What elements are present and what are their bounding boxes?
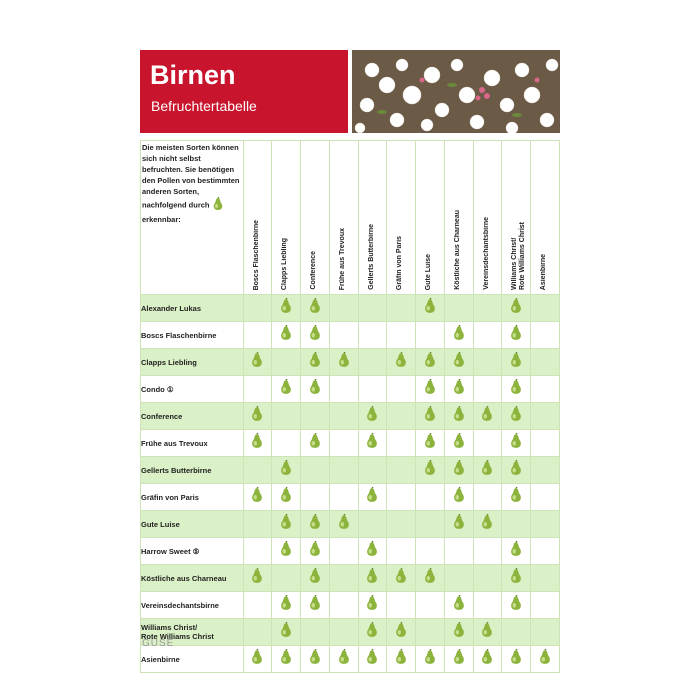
pear-icon: [474, 460, 502, 481]
table-cell: [358, 376, 387, 403]
row-label: Williams Christ/ Rote Williams Christ: [141, 619, 244, 646]
column-header-label: Clapps Liebling: [281, 237, 289, 290]
pear-icon: [387, 649, 415, 670]
table-cell: [387, 484, 416, 511]
column-header: [358, 141, 387, 295]
pear-icon: [244, 352, 272, 373]
table-cell: [473, 646, 502, 673]
table-cell: [358, 511, 387, 538]
table-cell: [329, 403, 358, 430]
table-cell: [387, 619, 416, 646]
table-cell: [444, 376, 473, 403]
pear-icon: [474, 406, 502, 427]
poster: [140, 50, 560, 664]
table-cell: [358, 646, 387, 673]
row-label: Gräfin von Paris: [141, 484, 244, 511]
pear-icon: [244, 433, 272, 454]
table-cell: [387, 295, 416, 322]
intro-text: Die meisten Sorten können sich nicht selbst befruchten. Sie benötigen den Pollen von bestimmten anderen Sorten, nachfolgend durch: [142, 143, 240, 210]
pear-icon: [445, 460, 473, 481]
pear-icon: [272, 487, 300, 508]
pear-icon: [445, 514, 473, 535]
table-cell: [416, 619, 445, 646]
table-cell: [272, 484, 301, 511]
pear-icon: [330, 649, 358, 670]
pear-icon: [387, 568, 415, 589]
table-cell: [272, 646, 301, 673]
table-cell: [301, 376, 330, 403]
table-cell: [243, 484, 272, 511]
table-row: [141, 592, 560, 619]
pear-icon: [416, 379, 444, 400]
pear-icon: [502, 568, 530, 589]
table-cell: [243, 376, 272, 403]
table-cell: [358, 349, 387, 376]
table-cell: [358, 592, 387, 619]
pear-icon: [502, 460, 530, 481]
pear-icon: [301, 595, 329, 616]
table-cell: [502, 349, 531, 376]
pear-icon: [531, 649, 559, 670]
table-cell: [329, 457, 358, 484]
table-cell: [444, 430, 473, 457]
table-cell: [358, 457, 387, 484]
table-cell: [502, 295, 531, 322]
table-cell: [444, 349, 473, 376]
title-banner: [140, 50, 348, 133]
table-cell: [416, 565, 445, 592]
pear-icon: [244, 406, 272, 427]
pear-icon: [445, 433, 473, 454]
table-cell: [416, 322, 445, 349]
table-cell: [387, 646, 416, 673]
table-cell: [243, 511, 272, 538]
row-label: Asienbirne: [141, 646, 244, 673]
table-cell: [444, 646, 473, 673]
page-subtitle: Befruchtertabelle: [151, 98, 257, 114]
table-row: [141, 295, 560, 322]
row-label: Clapps Liebling: [141, 349, 244, 376]
table-cell: [301, 322, 330, 349]
table-cell: [301, 565, 330, 592]
table-cell: [301, 484, 330, 511]
table-cell: [301, 295, 330, 322]
table-cell: [444, 619, 473, 646]
table-cell: [272, 295, 301, 322]
table-cell: [531, 538, 560, 565]
pear-icon: [301, 298, 329, 319]
pear-icon: [359, 541, 387, 562]
column-header-label: Conference: [310, 251, 318, 290]
table-cell: [473, 376, 502, 403]
table-cell: [272, 619, 301, 646]
table-cell: [243, 565, 272, 592]
page-title: Birnen: [150, 60, 236, 90]
table-cell: [243, 457, 272, 484]
table-cell: [243, 322, 272, 349]
table-cell: [473, 457, 502, 484]
table-cell: [473, 484, 502, 511]
table-cell: [502, 619, 531, 646]
table-cell: [301, 619, 330, 646]
pear-icon: [445, 325, 473, 346]
table-cell: [531, 322, 560, 349]
column-header-label: Frühe aus Trevoux: [338, 227, 346, 290]
table-cell: [329, 646, 358, 673]
table-cell: [473, 565, 502, 592]
table-cell: [358, 295, 387, 322]
row-label: Vereinsdechantsbirne: [141, 592, 244, 619]
table-cell: [243, 592, 272, 619]
pear-icon: [474, 649, 502, 670]
table-cell: [502, 484, 531, 511]
pear-icon: [445, 379, 473, 400]
table-cell: [502, 592, 531, 619]
table-cell: [473, 511, 502, 538]
table-cell: [416, 538, 445, 565]
table-cell: [444, 592, 473, 619]
pear-icon: [272, 379, 300, 400]
table-cell: [416, 430, 445, 457]
pear-icon: [330, 514, 358, 535]
pear-icon: [502, 433, 530, 454]
column-header: [272, 141, 301, 295]
table-cell: [301, 349, 330, 376]
pear-icon: [301, 541, 329, 562]
table-row: [141, 511, 560, 538]
table-cell: [301, 592, 330, 619]
table-row: [141, 619, 560, 646]
table-cell: [444, 322, 473, 349]
row-label: Condo ①: [141, 376, 244, 403]
column-header: [502, 141, 531, 295]
pear-icon: [301, 568, 329, 589]
pear-icon: [445, 622, 473, 643]
table-cell: [531, 295, 560, 322]
table-cell: [531, 646, 560, 673]
table-cell: [531, 511, 560, 538]
pear-icon: [502, 298, 530, 319]
table-cell: [387, 511, 416, 538]
table-cell: [473, 430, 502, 457]
table-cell: [531, 376, 560, 403]
column-header: [243, 141, 272, 295]
table-cell: [329, 295, 358, 322]
table-cell: [502, 511, 531, 538]
table-cell: [387, 538, 416, 565]
pear-icon: [416, 406, 444, 427]
table-cell: [502, 457, 531, 484]
intro-suffix: erkennbar:: [142, 215, 181, 224]
table-cell: [473, 538, 502, 565]
table-cell: [301, 430, 330, 457]
table-cell: [272, 376, 301, 403]
pear-icon: [502, 649, 530, 670]
table-cell: [358, 565, 387, 592]
row-label: Gellerts Butterbirne: [141, 457, 244, 484]
table-row: [141, 646, 560, 673]
table-cell: [358, 538, 387, 565]
table-cell: [502, 646, 531, 673]
row-label: Boscs Flaschenbirne: [141, 322, 244, 349]
table-cell: [531, 403, 560, 430]
pear-icon: [244, 487, 272, 508]
table-cell: [502, 538, 531, 565]
table-cell: [301, 538, 330, 565]
row-label: Conference: [141, 403, 244, 430]
pear-icon: [272, 541, 300, 562]
table-cell: [272, 511, 301, 538]
table-cell: [444, 565, 473, 592]
pear-icon: [301, 325, 329, 346]
pear-icon: [416, 352, 444, 373]
table-cell: [387, 565, 416, 592]
pear-icon: [387, 622, 415, 643]
table-cell: [243, 403, 272, 430]
pear-icon: [502, 595, 530, 616]
pear-icon: [330, 352, 358, 373]
table-cell: [272, 430, 301, 457]
table-cell: [329, 592, 358, 619]
pear-icon: [359, 433, 387, 454]
pear-icon: [301, 649, 329, 670]
pear-icon: [359, 406, 387, 427]
table-cell: [272, 592, 301, 619]
table-cell: [387, 430, 416, 457]
pear-icon: [502, 379, 530, 400]
table-cell: [243, 646, 272, 673]
pear-icon: [244, 649, 272, 670]
column-header: [444, 141, 473, 295]
table-cell: [358, 403, 387, 430]
table-cell: [272, 322, 301, 349]
table-cell: [272, 403, 301, 430]
table-cell: [387, 322, 416, 349]
table-cell: [473, 592, 502, 619]
table-cell: [531, 349, 560, 376]
table-cell: [243, 295, 272, 322]
table-cell: [502, 322, 531, 349]
row-label: Gute Luise: [141, 511, 244, 538]
table-cell: [502, 565, 531, 592]
column-header: [531, 141, 560, 295]
table-cell: [502, 376, 531, 403]
table-cell: [416, 511, 445, 538]
column-header-label: Gellerts Butterbirne: [367, 224, 375, 290]
pear-icon: [502, 541, 530, 562]
pear-icon: [502, 406, 530, 427]
pear-icon: [445, 595, 473, 616]
table-cell: [243, 538, 272, 565]
pear-icon: [474, 622, 502, 643]
table-cell: [301, 403, 330, 430]
pollinator-table: [140, 140, 560, 673]
column-header-row: [141, 141, 560, 295]
table-cell: [243, 349, 272, 376]
pear-icon: [359, 595, 387, 616]
pear-icon: [502, 325, 530, 346]
pear-icon: [301, 514, 329, 535]
table-cell: [416, 457, 445, 484]
pear-icon: [445, 487, 473, 508]
column-header-label: Williams Christ/ Rote Williams Christ: [511, 221, 527, 290]
pear-icon: [445, 352, 473, 373]
table-cell: [272, 565, 301, 592]
pear-icon: [416, 433, 444, 454]
table-cell: [444, 538, 473, 565]
column-header: [387, 141, 416, 295]
pear-icon: [272, 595, 300, 616]
table-cell: [473, 619, 502, 646]
table-cell: [531, 484, 560, 511]
pear-icon: [416, 568, 444, 589]
table-cell: [416, 403, 445, 430]
pear-icon: [272, 622, 300, 643]
table-cell: [444, 403, 473, 430]
table-cell: [416, 376, 445, 403]
pear-icon: [416, 649, 444, 670]
table-cell: [531, 565, 560, 592]
pear-icon: [359, 487, 387, 508]
table-cell: [531, 430, 560, 457]
table-cell: [387, 403, 416, 430]
row-label: Frühe aus Trevoux: [141, 430, 244, 457]
column-header-label: Boscs Flaschenbirne: [252, 219, 260, 290]
table-row: [141, 457, 560, 484]
pear-icon: [272, 298, 300, 319]
table-cell: [329, 511, 358, 538]
table-cell: [387, 349, 416, 376]
table-corner: [141, 141, 244, 295]
table-cell: [243, 619, 272, 646]
pear-icon: [502, 352, 530, 373]
table-cell: [531, 619, 560, 646]
table-cell: [329, 349, 358, 376]
table-cell: [416, 484, 445, 511]
pear-icon: [359, 649, 387, 670]
pear-blossom-photo: [352, 50, 560, 133]
table-cell: [387, 457, 416, 484]
table-cell: [473, 295, 502, 322]
guse-logo: GUSE: [142, 638, 175, 649]
table-cell: [329, 538, 358, 565]
pear-icon: [445, 649, 473, 670]
table-cell: [329, 430, 358, 457]
table-cell: [416, 295, 445, 322]
table-cell: [329, 484, 358, 511]
table-cell: [272, 538, 301, 565]
table-row: [141, 403, 560, 430]
pear-icon: [301, 352, 329, 373]
pear-icon: [445, 406, 473, 427]
table-cell: [473, 349, 502, 376]
pear-icon: [474, 514, 502, 535]
table-cell: [444, 511, 473, 538]
pear-icon: [416, 460, 444, 481]
pear-icon: [272, 514, 300, 535]
column-header: [301, 141, 330, 295]
table-cell: [387, 592, 416, 619]
column-header: [473, 141, 502, 295]
table-cell: [301, 646, 330, 673]
table-cell: [272, 457, 301, 484]
table-cell: [531, 592, 560, 619]
table-cell: [416, 349, 445, 376]
table-row: [141, 349, 560, 376]
table-cell: [329, 619, 358, 646]
pear-icon: [244, 568, 272, 589]
table-cell: [444, 457, 473, 484]
table-cell: [358, 484, 387, 511]
table-cell: [329, 376, 358, 403]
row-label: Köstliche aus Charneau: [141, 565, 244, 592]
table-cell: [301, 511, 330, 538]
column-header-label: Köstliche aus Charneau: [453, 210, 461, 290]
column-header: [416, 141, 445, 295]
column-header-label: Gräfin von Paris: [396, 235, 404, 290]
table-cell: [301, 457, 330, 484]
pear-icon: [416, 298, 444, 319]
table-cell: [416, 646, 445, 673]
table-cell: [502, 430, 531, 457]
table-row: [141, 376, 560, 403]
table-cell: [473, 403, 502, 430]
row-label: Harrow Sweet ⑤: [141, 538, 244, 565]
pear-icon: [272, 649, 300, 670]
pear-icon: [387, 352, 415, 373]
table-cell: [416, 592, 445, 619]
table-row: [141, 484, 560, 511]
table-cell: [358, 619, 387, 646]
pear-icon: [272, 460, 300, 481]
table-cell: [358, 322, 387, 349]
table-cell: [473, 322, 502, 349]
pear-icon: [301, 379, 329, 400]
table-cell: [329, 565, 358, 592]
table-row: [141, 538, 560, 565]
pear-icon: [301, 433, 329, 454]
table-cell: [243, 430, 272, 457]
table-cell: [387, 376, 416, 403]
table-cell: [329, 322, 358, 349]
table-row: [141, 565, 560, 592]
column-header-label: Asienbirne: [540, 253, 548, 290]
table-cell: [502, 403, 531, 430]
column-header: [329, 141, 358, 295]
column-header-label: Vereinsdechantsbirne: [482, 217, 490, 290]
pear-icon: [359, 568, 387, 589]
pear-icon: [359, 622, 387, 643]
table-row: [141, 430, 560, 457]
pear-icon: [502, 487, 530, 508]
table-row: [141, 322, 560, 349]
table-cell: [272, 349, 301, 376]
row-label: Alexander Lukas: [141, 295, 244, 322]
column-header-label: Gute Luise: [425, 253, 433, 290]
pear-icon: [272, 325, 300, 346]
table-cell: [358, 430, 387, 457]
table-cell: [531, 457, 560, 484]
table-cell: [444, 295, 473, 322]
table-cell: [444, 484, 473, 511]
